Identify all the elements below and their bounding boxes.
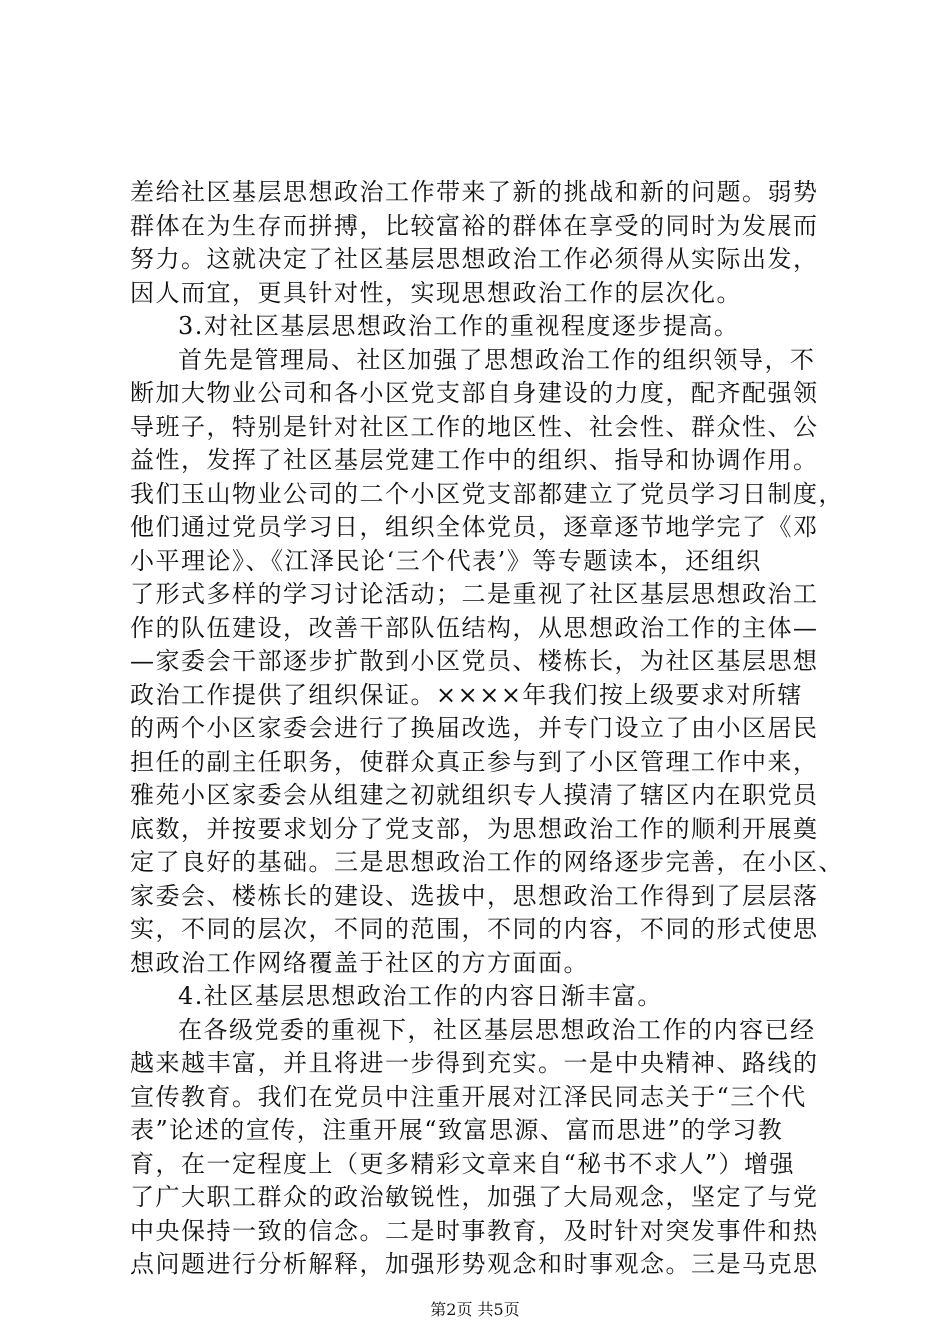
text-line: 因人而宜，更具针对性，实现思想政治工作的层次化。	[130, 278, 742, 307]
text-line: 作的队伍建设，改善干部队伍结构，从思想政治工作的主体—	[130, 613, 819, 642]
text-line: 育，在一定程度上（更多精彩文章来自“秘书不求人”）增强	[130, 1149, 796, 1178]
text-line: 益性，发挥了社区基层党建工作中的组织、指导和协调作用。	[130, 446, 819, 474]
text-line: 越来越丰富，并且将进一步得到充实。一是中央精神、路线的	[130, 1049, 819, 1077]
text-line: 努力。这就决定了社区基层思想政治工作必须得从实际出发，	[130, 245, 819, 273]
text-line: 了广大职工群众的政治敏锐性，加强了大局观念，坚定了与党	[130, 1183, 819, 1211]
text-line: 4.社区基层思想政治工作的内容日渐丰富。	[178, 982, 663, 1010]
text-line: 他们通过党员学习日，组织全体党员，逐章逐节地学完了《邓	[130, 513, 819, 541]
text-line: 的两个小区家委会进行了换届改选，并专门设立了由小区居民	[130, 714, 819, 742]
text-line: 实，不同的层次，不同的范围，不同的内容，不同的形式使思	[130, 915, 819, 943]
text-line: 点问题进行分析解释，加强形势观念和时事观念。三是马克思	[130, 1250, 819, 1278]
text-line: 担任的副主任职务，使群众真正参与到了小区管理工作中来，	[130, 747, 819, 776]
text-line: 想政治工作网络覆盖于社区的方方面面。	[130, 948, 589, 977]
text-line: 政治工作提供了组织保证。××××年我们按上级要求对所辖	[130, 680, 803, 709]
document-body	[130, 176, 844, 1282]
text-line: 家委会、楼栋长的建设、选拔中，思想政治工作得到了层层落	[130, 881, 819, 910]
text-line: 小平理论》、《江泽民论‘三个代表’》等专题读本，还组织	[130, 546, 762, 575]
text-line: 中央保持一致的信念。二是时事教育，及时针对突发事件和热	[130, 1216, 819, 1245]
text-line: 群体在为生存而拼搏，比较富裕的群体在享受的同时为发展而	[130, 211, 819, 240]
text-line: 3.对社区基层思想政治工作的重视程度逐步提高。	[178, 312, 740, 340]
page-footer: 第2页 共5页	[430, 1300, 520, 1319]
text-line: 首先是管理局、社区加强了思想政治工作的组织领导，不	[178, 345, 816, 374]
text-line: 宣传教育。我们在党员中注重开展对江泽民同志关于“三个代	[130, 1082, 807, 1111]
text-line: 差给社区基层思想政治工作带来了新的挑战和新的问题。弱势	[130, 178, 819, 206]
text-line: 导班子，特别是针对社区工作的地区性、社会性、群众性、公	[130, 412, 819, 441]
text-line: 在各级党委的重视下，社区基层思想政治工作的内容已经	[178, 1015, 816, 1044]
text-line: —家委会干部逐步扩散到小区党员、楼栋长，为社区基层思想	[130, 647, 819, 675]
text-line: 了形式多样的学习讨论活动；二是重视了社区基层思想政治工	[130, 580, 819, 608]
text-line: 定了良好的基础。三是思想政治工作的网络逐步完善，在小区、	[130, 848, 844, 876]
text-line: 表”论述的宣传，注重开展“致富思源、富而思进”的学习教	[130, 1116, 784, 1144]
text-line: 我们玉山物业公司的二个小区党支部都建立了党员学习日制度，	[130, 479, 844, 508]
text-line: 雅苑小区家委会从组建之初就组织专人摸清了辖区内在职党员	[130, 781, 819, 809]
text-line: 断加大物业公司和各小区党支部自身建设的力度，配齐配强领	[130, 379, 819, 407]
text-line: 底数，并按要求划分了党支部，为思想政治工作的顺利开展奠	[130, 814, 819, 843]
